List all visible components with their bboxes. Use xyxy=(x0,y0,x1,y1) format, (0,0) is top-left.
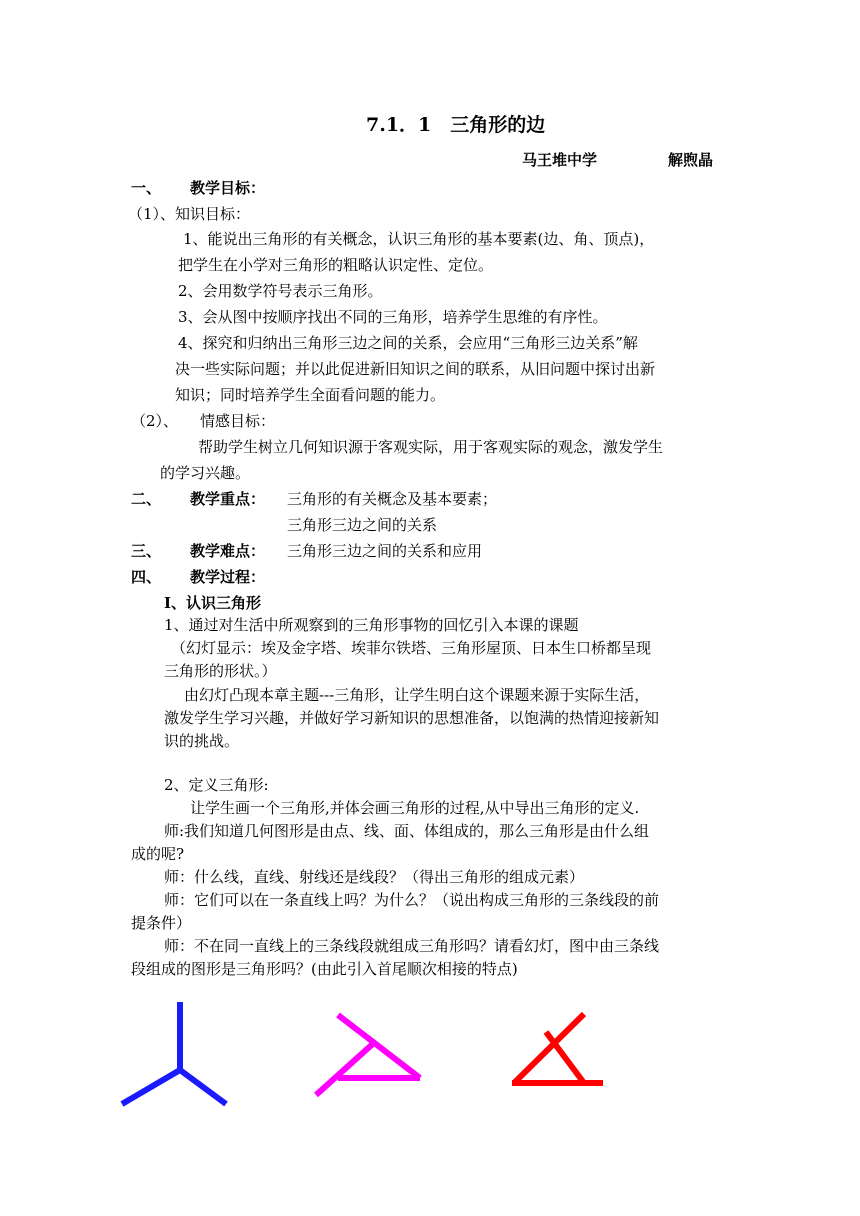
key-point-2: 三角形三边之间的关系 xyxy=(287,516,438,534)
section-1-number: 一、 xyxy=(131,179,162,197)
author-name: 解煦晶 xyxy=(668,151,714,169)
school-name: 马王堆中学 xyxy=(522,151,598,169)
process-2c: 识的挑战。 xyxy=(164,732,240,750)
figure-three-rays xyxy=(122,1002,226,1104)
emotion-goal-number: （2）、 xyxy=(131,412,179,430)
knowledge-goal-4b: 决一些实际问题；并以此促进新旧知识之间的联系，从旧问题中探讨出新 xyxy=(175,360,656,378)
emotion-goal-1b: 的学习兴趣。 xyxy=(160,464,251,482)
process-define-triangle: 2、定义三角形: xyxy=(164,776,269,794)
teacher-q4a: 师：不在同一直线上的三条线段就组成三角形吗？请看幻灯，图中由三条线 xyxy=(164,937,660,955)
process-define-a: 让学生画一个三角形,并体会画三角形的过程,从中导出三角形的定义. xyxy=(190,799,640,817)
section-2-heading: 教学重点： xyxy=(190,490,266,508)
section-3-number: 三、 xyxy=(131,542,162,560)
teacher-q3b: 提条件） xyxy=(131,914,192,932)
knowledge-goal-4a: 4、探究和归纳出三角形三边之间的关系，会应用“三角形三边关系”解 xyxy=(178,334,638,352)
section-4-heading: 教学过程： xyxy=(190,568,266,586)
knowledge-goal-label: （1）、知识目标： xyxy=(128,205,251,223)
emotion-goal-1a: 帮助学生树立几何知识源于客观实际，用于客观实际的观念，激发学生 xyxy=(198,438,664,456)
teacher-q3a: 师：它们可以在一条直线上吗？为什么？（说出构成三角形的三条线段的前 xyxy=(164,891,660,909)
subheading-know-triangle: I、认识三角形 xyxy=(164,594,262,612)
process-2b: 激发学生学习兴趣，并做好学习新知识的思想准备，以饱满的热情迎接新知 xyxy=(164,709,660,727)
process-1b: 三角形的形状。） xyxy=(164,662,277,680)
figure-crossing-segments xyxy=(512,1014,603,1083)
section-4-number: 四、 xyxy=(131,568,162,586)
knowledge-goal-4c: 知识；同时培养学生全面看问题的能力。 xyxy=(175,386,446,404)
section-1-heading: 教学目标： xyxy=(190,179,266,197)
teacher-q2: 师：什么线，直线、射线还是线段？（得出三角形的组成元素） xyxy=(164,868,585,886)
key-point-1: 三角形的有关概念及基本要素； xyxy=(287,490,498,508)
process-1: 1、通过对生活中所观察到的三角形事物的回忆引入本课的课题 xyxy=(164,616,579,634)
knowledge-goal-1b: 把学生在小学对三角形的粗略认识定性、定位。 xyxy=(178,256,494,274)
emotion-goal-label: 情感目标： xyxy=(200,412,276,430)
figure-open-segments xyxy=(316,1015,420,1095)
difficulty-1: 三角形三边之间的关系和应用 xyxy=(287,542,483,560)
knowledge-goal-3: 3、会从图中按顺序找出不同的三角形，培养学生思维的有序性。 xyxy=(178,308,608,326)
page-title: 7.1．1 三角形的边 xyxy=(366,114,546,136)
process-2a: 由幻灯凸现本章主题---三角形，让学生明白这个课题来源于实际生活， xyxy=(184,686,650,704)
teacher-q4b: 段组成的图形是三角形吗？(由此引入首尾顺次相接的特点) xyxy=(131,960,518,978)
knowledge-goal-1a: 1、能说出三角形的有关概念，认识三角形的基本要素(边、角、顶点)， xyxy=(183,230,655,248)
teacher-q1a: 师:我们知道几何图形是由点、线、面、体组成的，那么三角形是由什么组 xyxy=(164,822,650,840)
teacher-q1b: 成的呢? xyxy=(131,845,185,863)
section-2-number: 二、 xyxy=(131,490,162,508)
process-1a: （幻灯显示：埃及金字塔、埃菲尔铁塔、三角形屋顶、日本生口桥都呈现 xyxy=(171,639,652,657)
knowledge-goal-2: 2、会用数学符号表示三角形。 xyxy=(178,282,383,300)
section-3-heading: 教学难点： xyxy=(190,542,266,560)
